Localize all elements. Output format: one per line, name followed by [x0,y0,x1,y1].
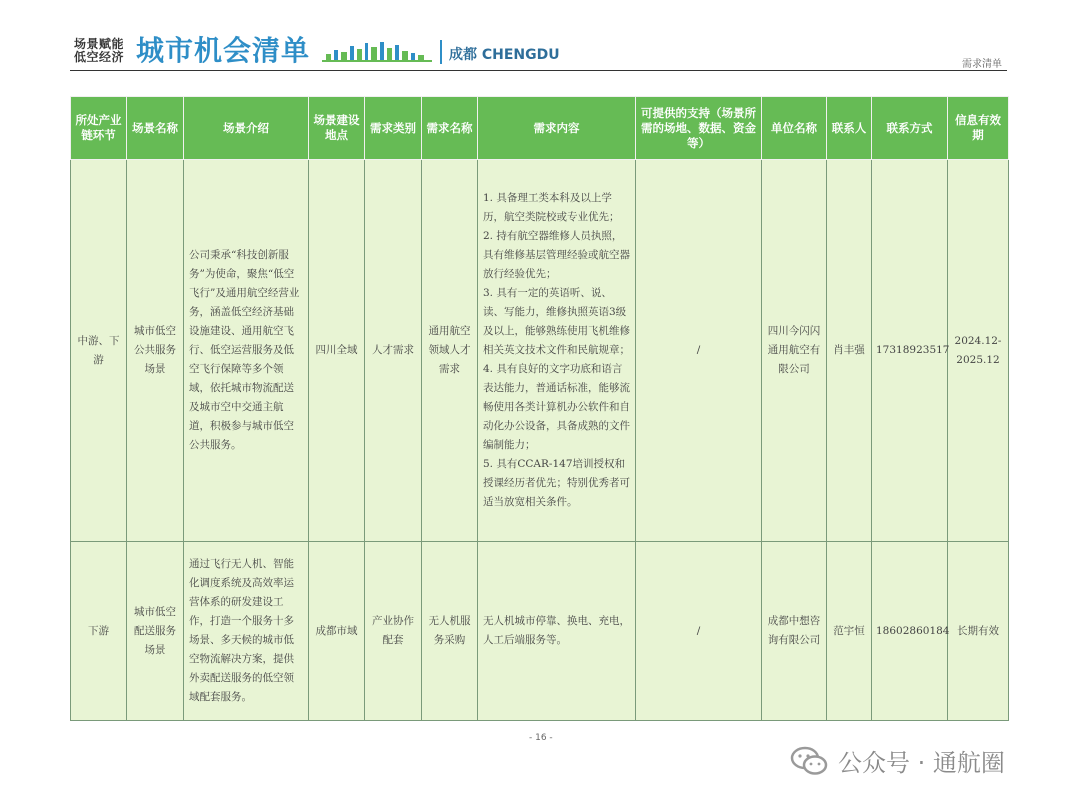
cell-location: 成都市域 [309,542,365,721]
cell-support: / [636,160,762,542]
cell-scene-name: 城市低空配送服务场景 [127,542,184,721]
header-scene-name: 场景名称 [127,97,184,160]
header-support: 可提供的支持（场景所需的场地、数据、资金等） [636,97,762,160]
header-phone: 联系方式 [872,97,948,160]
header-demand-name: 需求名称 [422,97,478,160]
table-row [71,542,1009,721]
wechat-icon [790,745,828,777]
cell-category: 产业协作配套 [365,542,422,721]
cell-unit: 四川今闪闪通用航空有限公司 [762,160,827,542]
tagline-line1: 场景赋能 [74,37,125,51]
cell-chain: 中游、下游 [71,160,127,542]
header-rule [70,70,1007,71]
header-category: 需求类别 [365,97,422,160]
header-unit: 单位名称 [762,97,827,160]
cell-location: 四川全域 [309,160,365,542]
tagline [74,38,124,64]
page-number: - 16 - [529,733,553,743]
table-header-row [71,97,1009,160]
header-validity: 信息有效期 [948,97,1009,160]
watermark-text: 公众号 · 通航圈 [838,749,1005,777]
cell-phone: 17318923517 [872,160,948,542]
header-contact: 联系人 [827,97,872,160]
demand-table [70,96,1009,721]
header-location: 场景建设地点 [309,97,365,160]
city-skyline-icon [322,40,432,66]
cell-demand-name: 无人机服务采购 [422,542,478,721]
cell-demand-name: 通用航空领域人才需求 [422,160,478,542]
table-row [71,160,1009,542]
cell-validity: 长期有效 [948,542,1009,721]
section-label: 需求清单 [962,59,1002,70]
cell-scene-intro: 通过飞行无人机、智能化调度系统及高效率运营体系的研发建设工作，打造一个服务十多场景、多天候的城市低空物流解决方案，提供外卖配送服务的低空领域配套服务。 [184,542,309,721]
page-title: 城市机会清单 [136,34,311,67]
watermark [790,743,1005,778]
tagline-line2: 低空经济 [74,50,125,64]
city-label: 成都 CHENGDU [449,47,560,63]
header-divider [440,40,442,64]
cell-category: 人才需求 [365,160,422,542]
cell-support: / [636,542,762,721]
page-header [0,0,1080,75]
cell-contact: 范宇恒 [827,542,872,721]
cell-scene-name: 城市低空公共服务场景 [127,160,184,542]
header-chain: 所处产业链环节 [71,97,127,160]
header-demand-content: 需求内容 [478,97,636,160]
header-scene-intro: 场景介绍 [184,97,309,160]
cell-validity: 2024.12-2025.12 [948,160,1009,542]
cell-unit: 成都中想咨询有限公司 [762,542,827,721]
cell-chain: 下游 [71,542,127,721]
cell-scene-intro: 公司秉承“科技创新服务”为使命，聚焦“低空飞行”及通用航空经营业务，涵盖低空经济基础设施建设、通用航空飞行、低空运营服务及低空飞行保障等多个领域，依托城市物流配送及城市空中交通主航道，积极参与城市低空公共服务。 [184,160,309,542]
cell-demand-content: 无人机城市停靠、换电、充电，人工后端服务等。 [478,542,636,721]
cell-phone: 18602860184 [872,542,948,721]
cell-contact: 肖丰强 [827,160,872,542]
cell-demand-content: 1. 具备理工类本科及以上学历，航空类院校或专业优先； 2. 持有航空器维修人员执照，具有维修基层管理经验或航空器放行经验优先； 3. 具有一定的英语听、说、读、写能力，维修执照英语3级及以上，能够熟练使用飞机维修相关英文技术文件和民航规章； 4. 具有良好的文字功底和语言表达能力，普通话标准，能够流畅使用各类计算机办公软件和自动化办公设备，具备成熟的文件编制能力； 5. 具有CCAR-147培训授权和授课经历者优先；特别优秀者可适当放宽相关条件。 [478,160,636,542]
